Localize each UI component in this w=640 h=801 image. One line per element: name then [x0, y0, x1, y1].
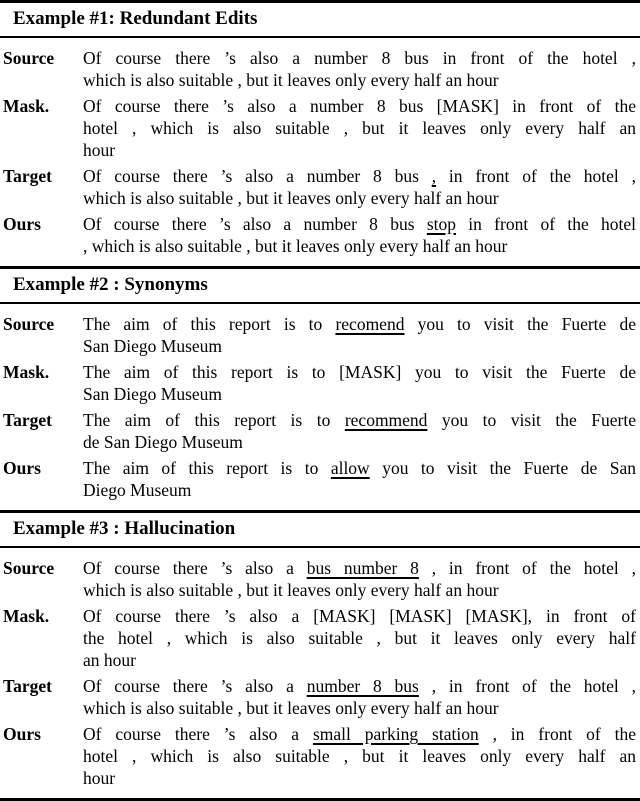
row-text-line: [83, 723, 636, 745]
text-segment: The aim of this report is to: [83, 410, 345, 430]
text-segment: hotel , which is also suitable , but it leaves only every half an: [83, 118, 636, 138]
row-text-line: [83, 361, 636, 383]
underlined-text: ,: [431, 166, 437, 186]
row-text-line: [83, 95, 636, 117]
row-label: Source: [3, 558, 55, 578]
section-body: [0, 548, 640, 798]
row-text-line: [83, 431, 636, 453]
table-row: [3, 211, 636, 259]
row-text: [83, 409, 636, 453]
text-segment: San Diego Museum: [83, 384, 223, 404]
table-row: [3, 721, 636, 791]
row-text-line: [83, 697, 636, 719]
text-segment: in front of the hotel ,: [436, 166, 636, 186]
row-text-line: [83, 165, 636, 187]
text-segment: which is also suitable , but it leaves only every half an hour: [83, 580, 499, 600]
table-row: [3, 93, 636, 163]
table-row: [3, 407, 636, 455]
row-text-line: [83, 235, 636, 257]
row-label: Mask.: [3, 96, 50, 116]
row-text: [83, 361, 636, 405]
table-row: [3, 359, 636, 407]
row-text-line: [83, 69, 636, 91]
text-segment: Of course there ’s also a: [83, 676, 307, 696]
text-segment: , in front of the: [478, 724, 636, 744]
row-text-line: [83, 649, 636, 671]
table-row: [3, 163, 636, 211]
row-label: Source: [3, 48, 55, 68]
row-label: Target: [3, 676, 52, 696]
text-segment: Of course there ’s also a number 8 bus: [83, 166, 432, 186]
text-segment: Of course there ’s also a: [83, 724, 313, 744]
row-text-line: [83, 313, 636, 335]
row-text-line: [83, 767, 636, 789]
row-text: [83, 557, 636, 601]
underlined-text: recommend: [344, 410, 428, 430]
text-segment: you to visit the Fuerte: [427, 410, 636, 430]
table-row: [3, 603, 636, 673]
row-text-line: [83, 745, 636, 767]
text-segment: The aim of this report is to: [83, 314, 336, 334]
row-text: [83, 605, 636, 671]
row-label: Ours: [3, 458, 41, 478]
text-segment: you to visit the Fuerte de: [404, 314, 636, 334]
section-title: Example #3 : Hallucination: [13, 518, 236, 539]
row-text-line: [83, 557, 636, 579]
row-text: [83, 313, 636, 357]
table-row: [3, 673, 636, 721]
row-text-line: [83, 479, 636, 501]
row-text-line: [83, 579, 636, 601]
text-segment: which is also suitable , but it leaves only every half an hour: [83, 70, 499, 90]
row-label: Ours: [3, 214, 41, 234]
row-text-line: [83, 457, 636, 479]
section-title: Example #1: Redundant Edits: [13, 8, 258, 29]
text-segment: Diego Museum: [83, 480, 192, 500]
row-text-line: [83, 605, 636, 627]
table-row: [3, 311, 636, 359]
row-text-line: [83, 627, 636, 649]
text-segment: Of course there ’s also a number 8 bus: [83, 214, 427, 234]
text-segment: Of course there ’s also a number 8 bus [MASK] in front of the: [83, 96, 636, 116]
text-segment: the hotel , which is also suitable , but it leaves only every half: [83, 628, 636, 648]
underlined-text: small parking station: [312, 724, 479, 744]
table-row: [3, 455, 636, 503]
section-title: Example #2 : Synonyms: [13, 274, 208, 295]
table-row: [3, 45, 636, 93]
underlined-text: bus number 8: [306, 558, 419, 578]
text-segment: , in front of the hotel ,: [418, 558, 636, 578]
row-text-line: [83, 383, 636, 405]
row-text: [83, 47, 636, 91]
underlined-text: number 8 bus: [306, 676, 419, 696]
row-text-line: [83, 335, 636, 357]
row-text: [83, 213, 636, 257]
row-text: [83, 675, 636, 719]
row-text: [83, 723, 636, 789]
text-segment: Of course there ’s also a number 8 bus in front of the hotel ,: [83, 48, 636, 68]
row-text-line: [83, 139, 636, 161]
text-segment: an hour: [83, 650, 136, 670]
row-label: Source: [3, 314, 55, 334]
row-text: [83, 457, 636, 501]
row-text: [83, 95, 636, 161]
row-text-line: [83, 187, 636, 209]
text-segment: Of course there ’s also a: [83, 558, 307, 578]
text-segment: in front of the hotel: [456, 214, 636, 234]
row-label: Mask.: [3, 362, 50, 382]
row-label: Ours: [3, 724, 41, 744]
underlined-text: allow: [330, 458, 370, 478]
row-text-line: [83, 117, 636, 139]
section-body: [0, 38, 640, 266]
underlined-text: stop: [426, 214, 456, 234]
row-text-line: [83, 675, 636, 697]
text-segment: hour: [83, 140, 116, 160]
text-segment: Of course there ’s also a [MASK] [MASK] [MASK], in front of: [83, 606, 636, 626]
row-text-line: [83, 409, 636, 431]
row-label: Target: [3, 166, 52, 186]
text-segment: which is also suitable , but it leaves only every half an hour: [83, 698, 499, 718]
underlined-text: recomend: [335, 314, 405, 334]
text-segment: hotel , which is also suitable , but it leaves only every half an: [83, 746, 636, 766]
row-text: [83, 165, 636, 209]
text-segment: , in front of the hotel ,: [418, 676, 636, 696]
row-label: Target: [3, 410, 52, 430]
text-segment: hour: [83, 768, 116, 788]
text-segment: which is also suitable , but it leaves only every half an hour: [83, 188, 499, 208]
table-row: [3, 555, 636, 603]
section-body: [0, 304, 640, 510]
row-label: Mask.: [3, 606, 50, 626]
row-text-line: [83, 213, 636, 235]
text-segment: you to visit the Fuerte de San: [369, 458, 636, 478]
text-segment: de San Diego Museum: [83, 432, 243, 452]
text-segment: The aim of this report is to: [83, 458, 331, 478]
text-segment: , which is also suitable , but it leaves only every half an hour: [83, 236, 508, 256]
text-segment: The aim of this report is to [MASK] you to visit the Fuerte de: [83, 362, 636, 382]
text-segment: San Diego Museum: [83, 336, 223, 356]
row-text-line: [83, 47, 636, 69]
